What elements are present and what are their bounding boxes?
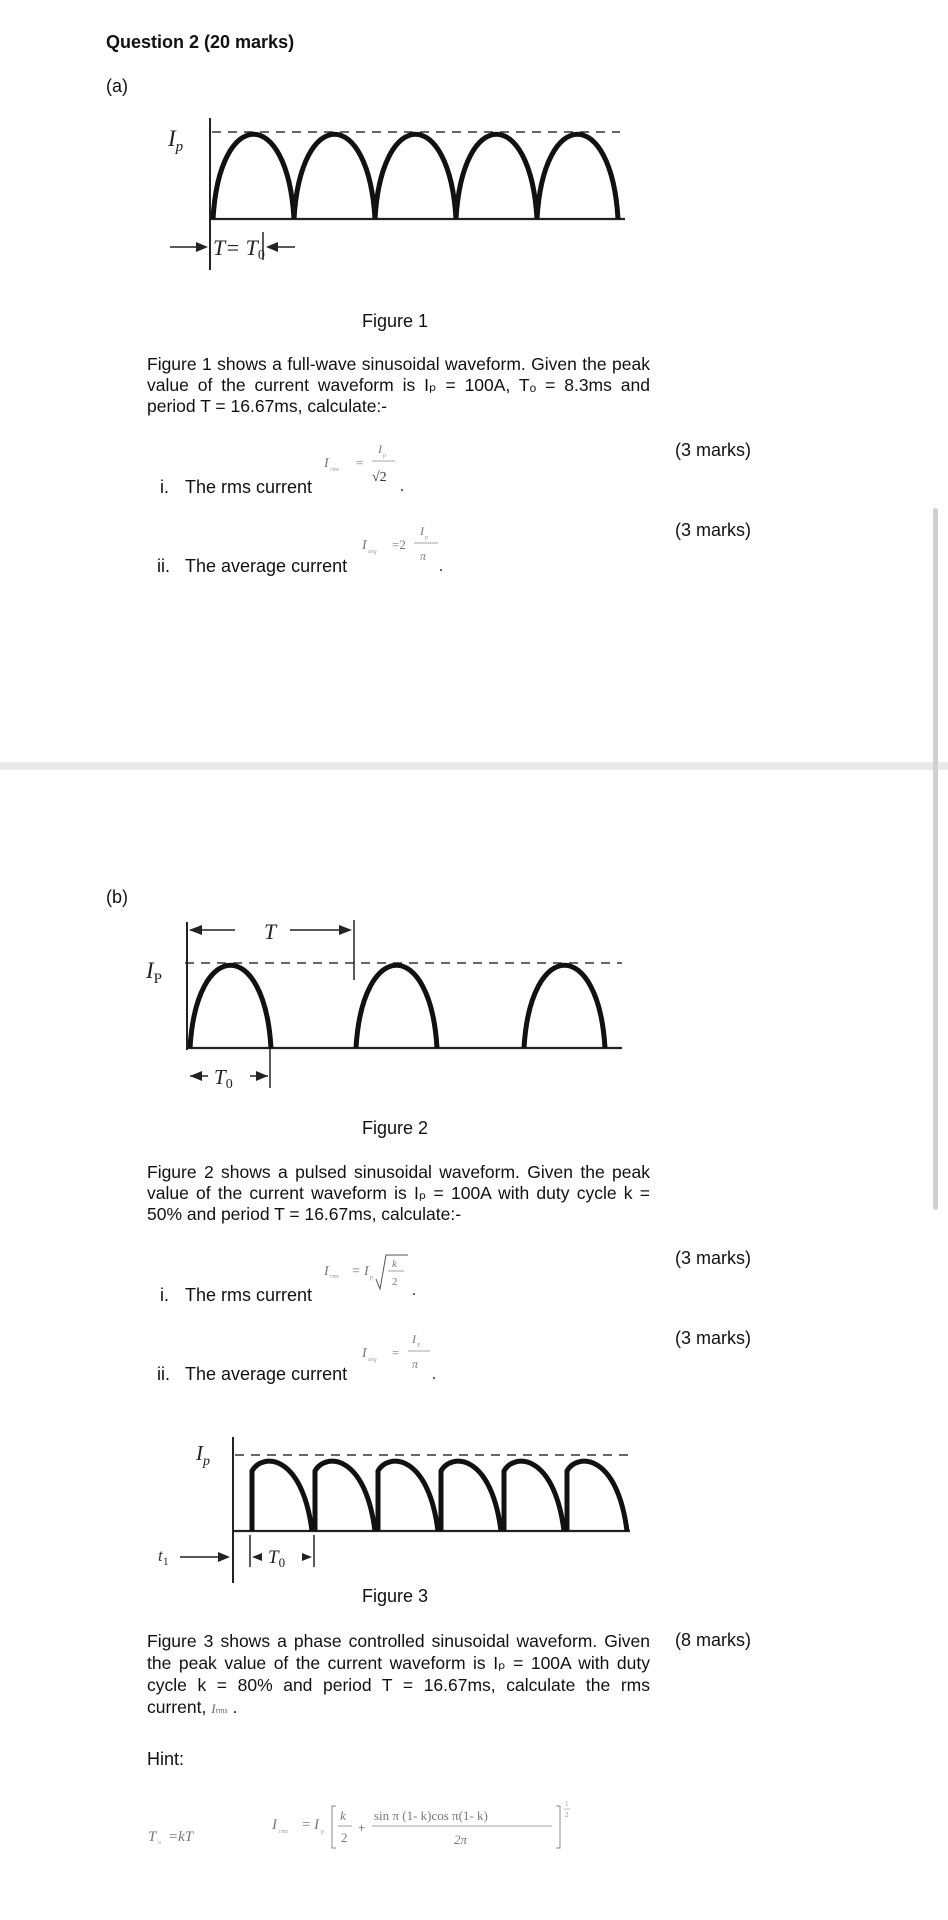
page-divider [0,762,948,770]
part-b-i-number: i. [160,1285,169,1305]
svg-text:P: P [417,1343,421,1349]
waveform-arch [524,965,605,1048]
hint-formulas [142,1792,602,1862]
svg-text:p: p [383,453,386,459]
figure-1-caption: Figure 1 [362,311,429,331]
avg-formula-b [358,1328,448,1388]
svg-text:avg: avg [368,549,377,555]
svg-text:.: . [400,478,404,495]
part-b-description: Figure 2 shows a pulsed sinusoidal waveform. Given the peak value of the current waveform is Iₚ = 100A with duty cycle k = 50% and period T = 16.67ms, calculate:- [147,1162,650,1224]
part-b-ii-text: The average current [185,1364,348,1384]
pulsed-arches [190,965,605,1048]
svg-text:rms: rms [330,467,340,473]
svg-text:p: p [321,1829,324,1835]
svg-text:p: p [425,535,428,541]
figure-2-pulsed-graph [140,910,630,1100]
svg-text:I: I [362,538,367,553]
svg-text:.: . [439,558,443,575]
svg-text:I: I [378,442,382,456]
figure-1-fullwave-graph [160,112,640,272]
waveform-arch [375,134,456,219]
svg-text:1: 1 [565,1800,569,1808]
figure-3-caption: Figure 3 [362,1586,429,1606]
part-a-ii-marks: (3 marks) [675,520,751,540]
svg-text:k: k [340,1808,346,1823]
to-label: T0 [214,1065,233,1092]
waveform-arch [294,134,375,219]
svg-text:.: . [412,1282,416,1299]
svg-text:I: I [412,1332,416,1346]
svg-text:.: . [432,1366,436,1383]
waveform-arch [456,134,537,219]
full-wave-arches [213,134,618,219]
waveform-arch [252,1461,312,1531]
ip-axis-label: $I_p$ [196,1441,210,1469]
part-a-ii-number: ii. [157,556,170,576]
svg-text:I: I [324,456,329,471]
waveform-arch [504,1461,564,1531]
t1-label: $t_1$ [158,1546,169,1568]
part-b-label: (b) [106,887,128,907]
svg-text:=2: =2 [392,537,406,552]
svg-text:=: = [302,1817,311,1833]
waveform-arch [213,134,294,219]
rms-formula-a [320,440,410,500]
question-title: Question 2 (20 marks) [106,32,295,52]
period-label: T= T0 [213,235,265,263]
to-label: $T_0$ [268,1547,286,1570]
svg-text:o: o [158,1840,161,1846]
svg-text:sin π (1- k)cos π(1- k): sin π (1- k)cos π(1- k) [374,1808,488,1823]
part-a-i-number: i. [160,477,169,497]
svg-text:=kT: =kT [168,1829,194,1845]
irms-hint-formula [271,1800,570,1848]
phase-controlled-arches [252,1461,627,1531]
svg-text:2: 2 [392,1276,398,1288]
part-b-i-marks: (3 marks) [675,1248,751,1268]
svg-text:2π: 2π [454,1832,468,1847]
waveform-arch [356,965,437,1048]
svg-text:=: = [392,1345,400,1360]
svg-text:2: 2 [565,1811,569,1819]
svg-text:=: = [352,1264,360,1279]
avg-formula-a [358,520,448,580]
svg-text:π: π [412,1357,419,1371]
figure-3-marks: (8 marks) [675,1630,751,1650]
hint-label: Hint: [147,1749,185,1769]
waveform-arch [315,1461,375,1531]
part-a-i-text: The rms current [185,477,313,497]
figure-3-phase-controlled-graph [150,1435,640,1585]
period-t-label: T [264,919,277,944]
part-b-ii-marks: (3 marks) [675,1328,751,1348]
svg-text:rms: rms [330,1274,340,1280]
svg-text:2: 2 [341,1830,348,1845]
svg-text:k: k [392,1258,397,1270]
svg-text:=: = [356,455,364,470]
waveform-arch [537,134,618,219]
part-a-i-marks: (3 marks) [675,440,751,460]
svg-text:π: π [420,549,427,563]
svg-text:p: p [370,1275,373,1281]
ip-axis-label: $I_P$ [146,958,163,987]
part-b-ii-number: ii. [157,1364,170,1384]
ip-axis-label: $I_p$ [168,126,184,155]
svg-text:I: I [272,1817,277,1833]
svg-text:I: I [324,1264,329,1279]
scrollbar-thumb[interactable] [933,508,938,1210]
figure-2-caption: Figure 2 [362,1118,429,1138]
svg-text:I: I [364,1264,369,1279]
to-equals-kt-formula: T [148,1829,157,1845]
svg-text:+: + [358,1820,366,1835]
part-a-description: Figure 1 shows a full-wave sinusoidal waveform. Given the peak value of the current waveform is Iₚ = 100A, Tₒ = 8.3ms and period T = 16.67ms, calculate:- [147,354,650,416]
svg-text:√2: √2 [372,470,387,485]
waveform-arch [441,1461,501,1531]
part-a-ii-text: The average current [185,556,348,576]
rms-formula-b [320,1245,430,1305]
svg-text:I: I [420,524,424,538]
part-b-i-text: The rms current [185,1285,313,1305]
waveform-arch [190,965,271,1048]
figure-3-description: Figure 3 shows a phase controlled sinusoidal waveform. Given the peak value of the current waveform is Iₚ = 100A with duty cycle k = 80% and period T = 16.67ms, calculate the rms current, Irms . [147,1631,650,1717]
svg-text:I: I [362,1346,367,1361]
part-a-label: (a) [106,76,128,96]
waveform-arch [378,1461,438,1531]
svg-text:avg: avg [368,1357,377,1363]
svg-text:rms: rms [279,1829,289,1835]
waveform-arch [567,1461,627,1531]
svg-text:I: I [314,1817,319,1833]
